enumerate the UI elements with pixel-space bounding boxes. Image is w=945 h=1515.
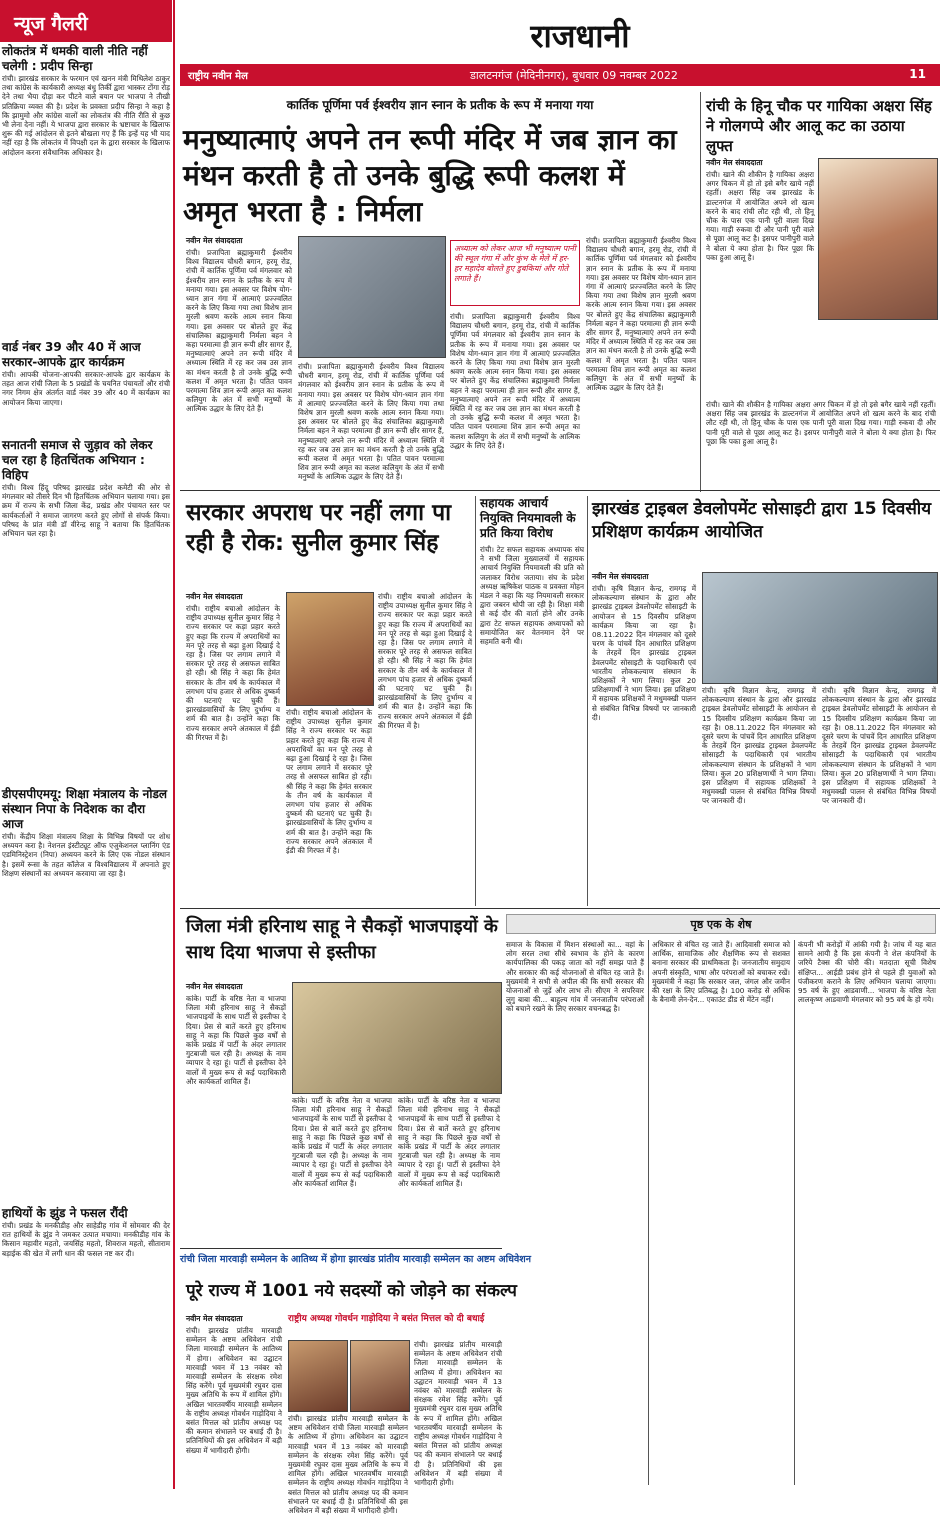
bjp-headline: जिला मंत्री हरिनाथ साहू ने सैकड़ों भाजपाइयों के साथ दिया भाजपा से इस्तीफा [186,916,498,963]
right-divider [700,92,701,492]
continued-col1: समाज के विकास में मिशन संस्थाओं का... वहां के लोग सरल तथा सीधे स्वभाव के होने के कारण कार्यपालिका की पकड़ जाता को नहीं समझ पाते हैं और सरकार की कई योजनाओं से वंचित रह जाते हैं। मुख्यमंत्री ने सभी से अपील की कि सभी सरकार की योजनाओं से जुड़ें और लाभ लें। सीएम ने सपरिवार लुगु बाबा की... बाहुल्य गांव में जनजातीय परंपराओं को बचाने रखने के लिए सरकार वचनबद्ध है। [506,940,644,1014]
crime-body-col2: रांची। राष्ट्रीय बचाओ आंदोलन के राष्ट्रीय उपाध्यक्ष सुनील कुमार सिंह ने राज्य सरकार पर कड़ा प्रहार करते हुए कहा कि राज्य में अपराधियों का मन पूरे तरह से बढ़ा हुआ दिखाई दे रहा है। जिस पर लगाम लगाने में सरकार पूरे तरह से असफल साबित हो रही। श्री सिंह ने कहा कि हेमंत सरकार के तीन वर्ष के कार्यकाल में लगभग पांच हजार से अधिक दुष्कर्म की घटनाएं घट चुकी हैं। झारखंडवासियों के लिए दुर्भाग्य व शर्म की बात है। उन्होंने कहा कि राज्य सरकार अपने अंतकाल में ईडी की गिरफ्त में है। [286,708,372,856]
crime-headline: सरकार अपराध पर नहीं लगा पा रही है रोक: सुनील कुमार सिंह [186,500,452,556]
gadodia-photo [288,1340,348,1412]
bjp-body [186,982,286,1242]
crime-body-col1: रांची। राष्ट्रीय बचाओ आंदोलन के राष्ट्रीय उपाध्यक्ष सुनील कुमार सिंह ने राज्य सरकार पर कड़ा प्रहार करते हुए कहा कि राज्य में अपराधियों का मन पूरे तरह से बढ़ा हुआ दिखाई दे रहा है। जिस पर लगाम लगाने में सरकार पूरे तरह से असफल साबित हो रही। श्री सिंह ने कहा कि हेमंत सरकार के तीन वर्ष के कार्यकाल में लगभग पांच हजार से अधिक दुष्कर्म की घटनाएं घट चुकी हैं। झारखंडवासियों के लिए दुर्भाग्य व शर्म की बात है। उन्होंने कहा कि राज्य सरकार अपने अंतकाल में ईडी की गिरफ्त में है। [186,604,280,742]
divider-v [475,496,476,906]
crime-body-col3: रांची। राष्ट्रीय बचाओ आंदोलन के राष्ट्रीय उपाध्यक्ष सुनील कुमार सिंह ने राज्य सरकार पर कड़ा प्रहार करते हुए कहा कि राज्य में अपराधियों का मन पूरे तरह से बढ़ा हुआ दिखाई दे रहा है। जिस पर लगाम लगाने में सरकार पूरे तरह से असफल साबित हो रही। श्री सिंह ने कहा कि हेमंत सरकार के तीन वर्ष के कार्यकाल में लगभग पांच हजार से अधिक दुष्कर्म की घटनाएं घट चुकी हैं। झारखंडवासियों के लिए दुर्भाग्य व शर्म की बात है। उन्होंने कहा कि राज्य सरकार अपने अंतकाल में ईडी की गिरफ्त में है। [378,592,472,730]
marwari-body-col3: रांची। झारखंड प्रांतीय मारवाड़ी सम्मेलन के अष्टम अधिवेशन रांची जिला मारवाड़ी सम्मेलन के आतिथ्य में होगा। अधिवेशन का उद्घाटन मारवाड़ी भवन में 13 नवंबर को मारवाड़ी सम्मेलन के संरक्षक रमेश सिंह करेंगे। पूर्व मुख्यमंत्री रघुवर दास मुख्य अतिथि के रूप में शामिल होंगे। अखिल भारतवर्षीय मारवाड़ी सम्मेलन के राष्ट्रीय अध्यक्ष गोवर्धन गाड़ोदिया ने बसंत मित्तल को प्रांतीय अध्यक्ष पद की कमान संभालने पर बधाई दी है। प्रतिनिधियों की इस अधिवेशन में बड़ी संख्या में भागीदारी होगी। [414,1340,502,1488]
mittal-photo [350,1340,410,1412]
gallery-headline: वार्ड नंबर 39 और 40 में आज सरकार-आपके द्वार कार्यक्रम [2,340,141,369]
main-headline: मनुष्यात्माएं अपने तन रूपी मंदिर में जब ज्ञान का मंथन करती है तो उनके बुद्धि रूपी कलश में अमृत भरता है : निर्मला [183,123,677,228]
gallery-headline: सनातनी समाज से जुड़ाव को लेकर चल रहा है हितचिंतक अभियान : विहिप [2,438,153,482]
continued-col3: कंपनी भी करोड़ों में आंकी गयी है। जांच में यह बात सामने आयी है कि इस कंपनी ने शेल कंपनियों के जरिये टैक्स की चोरी की। मतदाता सूची विशेष संक्षिप्त... आईडी प्रबंध होने से पहले ही युवाओं को पंजीकरण कराने के लिए अभियान चलाया जाएगा। 95 वर्ष के हुए आडवाणी... भाजपा के वरिष्ठ नेता लालकृष्ण आडवाणी मंगलवार को 95 वर्ष के हो गये। [798,940,936,1005]
byline: नवीन मेल संवाददाता [186,592,243,601]
sunil-singh-photo [286,592,374,706]
gallery-item-4 [2,787,170,1202]
section-title: न्यूज गैलरी [14,13,88,35]
right-top-body-text: रांची। खाने की शौकीन है गायिका अक्षरा अगर चिकन में हो तो इसे बगैर खाये नहीं रहतीं। अक्षरा सिंह जब झारखंड के डाल्टनगंज में आयोजित अपने शो खत्म करने के बाद रांची लौट रही थी, तो हिनू चौक के पास एक पानी पूरी वाला दिख गया। गाड़ी रुकवा दी और पानी पूरी वाले से पूछा आलू कट है। इसपर पानीपुरी वाले ने बोला ये क्या होता है। फिर पूछा कि पका हुआ आलू है। [706,170,814,262]
gallery-item-5 [2,1206,170,1331]
byline: नवीन मेल संवाददाता [186,1314,243,1323]
teacher-headline: सहायक आचार्य नियुक्ति नियमावली के प्रति किया विरोध [480,496,576,540]
divider-v [648,940,649,1485]
marwari-body [186,1314,282,1486]
divider-v [587,496,588,906]
continued-col2: अधिकार से वंचित रह जाते हैं। आदिवासी समाज को आर्थिक, सामाजिक और शैक्षणिक रूप से सशक्त बनाना सरकार की प्राथमिकता है। जनजातीय समुदाय अपनी संस्कृति, भाषा और परंपराओं को बचाकर रखें। मुख्यमंत्री ने कहा कि सरकार जल, जंगल और जमीन की रक्षा के लिए प्रतिबद्ध है। 100 करोड़ से अधिक के बैनामी लेन-देन... एकाउंट डीड से मेंटेन नहीं। [652,940,790,1005]
main-body-col4: रांची। प्रजापिता ब्रह्माकुमारी ईश्वरीय विश्व विद्यालय चौधरी बगान, हरमू रोड, रांची में कार्तिक पूर्णिमा पर्व मंगलवार को ईश्वरीय ज्ञान स्नान के प्रतीक के रूप में मनाया गया। इस अवसर पर विशेष योग-ध्यान ज्ञान गंगा में आत्माएं प्रज्ज्वलित करने के लिए किया गया तथा विशेष ज्ञान मुरली श्रवण करके आत्म स्नान किया गया। इस अवसर पर बोलते हुए केंद्र संचालिका ब्रह्माकुमारी निर्मला बहन ने कहा परमात्मा ही ज्ञान रूपी क्षीर सागर हैं, मनुष्यात्माएं अपने तन रूपी मंदिर में अध्यात्म स्थिति में रह कर जब उस ज्ञान का मंथन करती है तो उनके बुद्धि रूपी कलश में अमृत भरता है। पतित पावन परमात्मा शिव ज्ञान रूपी अमृत का कलश कलियुग के अंत में सभी मनुष्यों के आत्मिक उद्धार के लिए देते हैं। [586,236,696,393]
singer-photo [818,158,938,320]
dateline: डालटनगंज (मेदिनीनगर), बुधवार 09 नवम्बर 2022 [470,69,678,82]
quote-box [450,240,580,306]
paper-title: राजधानी [530,17,630,55]
gallery-body: रांची। विश्व हिंदू परिषद झारखंड प्रदेश कमेटी की ओर से मंगलवार को तीसरे दिन भी हितचिंतक अभियान चलाया गया। इस क्रम में राज्य के सभी जिला केंद्र, प्रखंड और पंचायत स्तर पर कार्यकर्ताओं ने समाज जागरण करते हुए लोगों से संपर्क किया। परिषद के प्रांत मंत्री डॉ वीरेन्द्र साहू ने बताया कि हितचिंतक अभियान चल रहा है। [2,483,170,539]
pull-quote: अध्यात्म को लेकर आज भी मनुष्यात्म पानी की स्थूल गंगा में और कुंभ के मेले में हर-हर महादेव बोलते हुए डुबकियां और गोते लगाते हैं। [454,244,576,283]
right-top-body [706,158,814,398]
tribal-body-col3: रांची। कृषि विज्ञान केन्द्र, रामगढ़ में लोककल्याण संस्थान के द्वारा और झारखंड ट्राइबल डेवलोपमेंट सोसाइटी के आयोजन से 15 दिवसीय प्रशिक्षण कार्यक्रम किया जा रहा है। 08.11.2022 दिन मंगलवार को दूसरे चरण के पांचवें दिन आधारित प्रशिक्षण के तेरहवें दिन झारखंड ट्राइबल डेवलपमेंट सोसाइटी के पदाधिकारी एवं भारतीय लोककल्याण संस्थान के प्रशिक्षकों ने भाग लिया। कुल 20 प्रशिक्षणार्थी ने भाग लिया। इस प्रशिक्षण में सहायक प्रशिक्षकों ने मधुमक्खी पालन से संबंधित विभिन्न विषयों पर जानकारी दी। [822,686,936,806]
training-photo [702,572,938,684]
bjp-group-photo [292,982,502,1094]
gallery-headline: डीएसपीएमयू: शिक्षा मंत्रालय के नोडल संस्थान निपा के निदेशक का दौरा आज [2,787,168,831]
teacher-body: रांची। टेट सफल सहायक अध्यापक संघ ने सभी जिला मुख्यालयों में सहायक आचार्य नियुक्ति नियमावली की प्रति को जलाकर विरोध जताया। संघ के प्रदेश अध्यक्ष ऋषिकेश पाठक व प्रवक्ता मोहन मंडल ने कहा कि यह नियमावली सरकार द्वारा जबरन थोपी जा रही है। शिक्षा मंत्री से कई दौर की वार्ता होने और उनके द्वारा टेट सफल सहायक अध्यापकों को समायोजित कर वेतनमान देने पर सहमति बनी थी। [480,545,584,647]
bjp-body-col1: कांके। पार्टी के वरिष्ठ नेता व भाजपा जिला मंत्री हरिनाथ साहू ने सैकड़ों भाजपाइयों के साथ पार्टी से इस्तीफा दे दिया। प्रेस से बातें करते हुए हरिनाथ साहू ने कहा कि पिछले कुछ वर्षों से कांके प्रखंड में पार्टी के अंदर लगातार गुटबाजी चल रही है। अध्यक्ष के नाम व्यापार दे रहा हूं। पार्टी से इस्तीफा देने वालों में मुख्य रूप से कई पदाधिकारी और कार्यकर्ता शामिल हैं। [186,994,286,1086]
divider [180,490,940,491]
continued-banner [506,914,936,934]
byline: नवीन मेल संवाददाता [186,236,243,245]
marwari-kicker: रांची जिला मारवाड़ी सम्मेलन के आतिथ्य में होगा झारखंड प्रांतीय मारवाड़ी सम्मेलन का अष्टम अधिवेशन [180,1254,531,1265]
gallery-headline: हाथियों के झुंड ने फसल रौंदी [2,1206,128,1220]
left-column-divider [173,0,175,1489]
marwari-body-col2: रांची। झारखंड प्रांतीय मारवाड़ी सम्मेलन के अष्टम अधिवेशन रांची जिला मारवाड़ी सम्मेलन के आतिथ्य में होगा। अधिवेशन का उद्घाटन मारवाड़ी भवन में 13 नवंबर को मारवाड़ी सम्मेलन के संरक्षक रमेश सिंह करेंगे। पूर्व मुख्यमंत्री रघुवर दास मुख्य अतिथि के रूप में शामिल होंगे। अखिल भारतवर्षीय मारवाड़ी सम्मेलन के राष्ट्रीय अध्यक्ष गोवर्धन गाड़ोदिया ने बसंत मित्तल को प्रांतीय अध्यक्ष पद की कमान संभालने पर बधाई दी है। प्रतिनिधियों की इस अधिवेशन में बड़ी संख्या में भागीदारी होगी। [288,1414,408,1515]
gallery-headline: लोकतंत्र में धमकी वाली नीति नहीं चलेगी : प्रदीप सिन्हा [2,44,148,73]
main-body-col3: रांची। प्रजापिता ब्रह्माकुमारी ईश्वरीय विश्व विद्यालय चौधरी बगान, हरमू रोड, रांची में कार्तिक पूर्णिमा पर्व मंगलवार को ईश्वरीय ज्ञान स्नान के प्रतीक के रूप में मनाया गया। इस अवसर पर विशेष योग-ध्यान ज्ञान गंगा में आत्माएं प्रज्ज्वलित करने के लिए किया गया तथा विशेष ज्ञान मुरली श्रवण करके आत्म स्नान किया गया। इस अवसर पर बोलते हुए केंद्र संचालिका ब्रह्माकुमारी निर्मला बहन ने कहा परमात्मा ही ज्ञान रूपी क्षीर सागर हैं, मनुष्यात्माएं अपने तन रूपी मंदिर में अध्यात्म स्थिति में रह कर जब उस ज्ञान का मंथन करती है तो उनके बुद्धि रूपी कलश में अमृत भरता है। पतित पावन परमात्मा शिव ज्ञान रूपी अमृत का कलश कलियुग के अंत में सभी मनुष्यों के आत्मिक उद्धार के लिए देते हैं। [450,312,580,450]
marwari-body-col1: रांची। झारखंड प्रांतीय मारवाड़ी सम्मेलन के अष्टम अधिवेशन रांची जिला मारवाड़ी सम्मेलन के आतिथ्य में होगा। अधिवेशन का उद्घाटन मारवाड़ी भवन में 13 नवंबर को मारवाड़ी सम्मेलन के संरक्षक रमेश सिंह करेंगे। पूर्व मुख्यमंत्री रघुवर दास मुख्य अतिथि के रूप में शामिल होंगे। अखिल भारतवर्षीय मारवाड़ी सम्मेलन के राष्ट्रीय अध्यक्ष गोवर्धन गाड़ोदिया ने बसंत मित्तल को प्रांतीय अध्यक्ष पद की कमान संभालने पर बधाई दी है। प्रतिनिधियों की इस अधिवेशन में बड़ी संख्या में भागीदारी होगी। [186,1326,282,1455]
gallery-item-1 [2,44,170,336]
byline: नवीन मेल संवाददाता [186,982,243,991]
divider [180,1248,502,1249]
byline: नवीन मेल संवाददाता [706,158,763,167]
page-number: 11 [909,67,926,81]
gallery-item-2 [2,340,170,434]
bjp-body-col3: कांके। पार्टी के वरिष्ठ नेता व भाजपा जिला मंत्री हरिनाथ साहू ने सैकड़ों भाजपाइयों के साथ पार्टी से इस्तीफा दे दिया। प्रेस से बातें करते हुए हरिनाथ साहू ने कहा कि पिछले कुछ वर्षों से कांके प्रखंड में पार्टी के अंदर लगातार गुटबाजी चल रही है। अध्यक्ष के नाम व्यापार दे रहा हूं। पार्टी से इस्तीफा देने वालों में मुख्य रूप से कई पदाधिकारी और कार्यकर्ता शामिल हैं। [398,1096,500,1188]
masthead-bar [180,64,940,86]
main-kicker: कार्तिक पूर्णिमा पर्व ईश्वरीय ज्ञान स्नान के प्रतीक के रूप में मनाया गया [286,98,594,112]
tribal-body-col2: रांची। कृषि विज्ञान केन्द्र, रामगढ़ में लोककल्याण संस्थान के द्वारा और झारखंड ट्राइबल डेवलोपमेंट सोसाइटी के आयोजन से 15 दिवसीय प्रशिक्षण कार्यक्रम किया जा रहा है। 08.11.2022 दिन मंगलवार को दूसरे चरण के पांचवें दिन आधारित प्रशिक्षण के तेरहवें दिन झारखंड ट्राइबल डेवलपमेंट सोसाइटी के पदाधिकारी एवं भारतीय लोककल्याण संस्थान के प्रशिक्षकों ने भाग लिया। कुल 20 प्रशिक्षणार्थी ने भाग लिया। इस प्रशिक्षण में सहायक प्रशिक्षकों ने मधुमक्खी पालन से संबंधित विभिन्न विषयों पर जानकारी दी। [702,686,816,806]
gallery-body: रांची। प्रखंड के मनकीडीह और साहेडीह गांव में सोमवार की देर रात हाथियों के झुंड ने जमकर उत्पात मचाया। मनकीडीह गांव के किसान महावीर महतो, जयसिंह महतो, शिवराज महतो, सीताराम बड़ाईक की खेत में लगी धान की फसल नष्ट कर दी। [2,1221,170,1258]
main-body-col2: रांची। प्रजापिता ब्रह्माकुमारी ईश्वरीय विश्व विद्यालय चौधरी बगान, हरमू रोड, रांची में कार्तिक पूर्णिमा पर्व मंगलवार को ईश्वरीय ज्ञान स्नान के प्रतीक के रूप में मनाया गया। इस अवसर पर विशेष योग-ध्यान ज्ञान गंगा में आत्माएं प्रज्ज्वलित करने के लिए किया गया तथा विशेष ज्ञान मुरली श्रवण करके आत्म स्नान किया गया। इस अवसर पर बोलते हुए केंद्र संचालिका ब्रह्माकुमारी निर्मला बहन ने कहा परमात्मा ही ज्ञान रूपी क्षीर सागर हैं, मनुष्यात्माएं अपने तन रूपी मंदिर में अध्यात्म स्थिति में रह कर जब उस ज्ञान का मंथन करती है तो उनके बुद्धि रूपी कलश में अमृत भरता है। पतित पावन परमात्मा शिव ज्ञान रूपी अमृत का कलश कलियुग के अंत में सभी मनुष्यों के आत्मिक उद्धार के लिए देते हैं। [298,362,444,482]
speaker-photo [298,236,446,358]
news-gallery-header [0,0,172,42]
divider-v [794,940,795,1485]
paper-sub: राष्ट्रीय नवीन मेल [188,71,248,82]
gallery-body: रांची। झारखंड सरकार के फरमान एवं खनन मंत्री मिथिलेश ठाकुर तथा कांग्रेस के कार्यकारी अध्यक्ष बंधु तिर्की द्वारा भास्कर टोंगा रोड़ देने तथा भैया दौड़ा कर पीटने वाले बयान पर भाजपा ने तीखी प्रतिक्रिया व्यक्त की है। प्रदेश के प्रवक्ता प्रदीप सिन्हा ने कहा है कि झामुमो और कांग्रेस वालों का लोकतंत्र की नीति रीति से कुछ भी लेना देना नहीं। ये भाजपा द्वारा सरकार के भ्रष्टाचार के खिलाफ शुरू की गई आंदोलन से इतने बौखला गए हैं कि इन्हें यह भी याद नहीं रहा है कि लोकतंत्र में विपक्षी दल के द्वारा सरकार के खिलाफ आंदोलन करना संवैधानिक अधिकार है। [2,74,170,157]
right-top-body-text-2: रांची। खाने की शौकीन है गायिका अक्षरा अगर चिकन में हो तो इसे बगैर खाये नहीं रहतीं। अक्षरा सिंह जब झारखंड के डाल्टनगंज में आयोजित अपने शो खत्म करने के बाद रांची लौट रही थी, तो हिनू चौक के पास एक पानी पूरी वाला दिख गया। गाड़ी रुकवा दी और पानी पूरी वाले से पूछा आलू कट है। इसपर पानीपुरी वाले ने बोला ये क्या होता है। फिर पूछा कि पका हुआ आलू है। [706,400,936,446]
divider [180,908,940,909]
main-story-body [186,236,292,486]
main-body-col1: रांची। प्रजापिता ब्रह्माकुमारी ईश्वरीय विश्व विद्यालय चौधरी बगान, हरमू रोड, रांची में कार्तिक पूर्णिमा पर्व मंगलवार को ईश्वरीय ज्ञान स्नान के प्रतीक के रूप में मनाया गया। इस अवसर पर विशेष योग-ध्यान ज्ञान गंगा में आत्माएं प्रज्ज्वलित करने के लिए किया गया तथा विशेष ज्ञान मुरली श्रवण करके आत्म स्नान किया गया। इस अवसर पर बोलते हुए केंद्र संचालिका ब्रह्माकुमारी निर्मला बहन ने कहा परमात्मा ही ज्ञान रूपी क्षीर सागर हैं, मनुष्यात्माएं अपने तन रूपी मंदिर में अध्यात्म स्थिति में रह कर जब उस ज्ञान का मंथन करती है तो उनके बुद्धि रूपी कलश में अमृत भरता है। पतित पावन परमात्मा शिव ज्ञान रूपी अमृत का कलश कलियुग के अंत में सभी मनुष्यों के आत्मिक उद्धार के लिए देते हैं। [186,248,292,414]
continued-label: पृष्ठ एक के शेष [690,918,752,931]
gallery-body: रांची। आपकी योजना-आपकी सरकार-आपके द्वार कार्यक्रम के तहत आज रांची जिला के 5 प्रखंडों के चयनित पंचायतों और रांची नगर निगम क्षेत्र अंतर्गत वार्ड नंबर 39 और 40 में कार्यक्रम का आयोजन किया जाएगा। [2,370,170,407]
left-column [2,44,170,1486]
crime-body [186,592,280,902]
gallery-body: रांची। केंद्रीय शिक्षा मंत्रालय शिक्षा के विभिन्न विषयों पर शोध अध्ययन करा है। नेशनल इंस्टीट्यूट ऑफ एजुकेशनल प्लानिंग एंड एडमिनिस्ट्रेशन (निपा) अध्ययन करने के लिए एक नोडल संस्थान है। इसमें रूसा के तहत कॉलेज व विश्वविद्यालय में अपनाते हुए शिक्षण संस्थानों का अध्ययन करवाया जा रहा है। [2,832,170,878]
right-top-headline: रांची के हिनू चौक पर गायिका अक्षरा सिंह ने गोलगप्पे और आलू कट का उठाया लुफ्त [706,97,932,155]
gallery-item-3 [2,438,170,783]
tribal-body-col1: रांची। कृषि विज्ञान केन्द्र, रामगढ़ में लोककल्याण संस्थान के द्वारा और झारखंड ट्राइबल डेवलोपमेंट सोसाइटी के आयोजन से 15 दिवसीय प्रशिक्षण कार्यक्रम किया जा रहा है। 08.11.2022 दिन मंगलवार को दूसरे चरण के पांचवें दिन आधारित प्रशिक्षण के तेरहवें दिन झारखंड ट्राइबल डेवलपमेंट सोसाइटी के पदाधिकारी एवं भारतीय लोककल्याण संस्थान के प्रशिक्षकों ने भाग लिया। कुल 20 प्रशिक्षणार्थी ने भाग लिया। इस प्रशिक्षण में सहायक प्रशिक्षकों ने मधुमक्खी पालन से संबंधित विभिन्न विषयों पर जानकारी दी। [592,584,696,722]
marwari-headline: पूरे राज्य में 1001 नये सदस्यों को जोड़ने का संकल्प [186,1281,517,1301]
marwari-subhead: राष्ट्रीय अध्यक्ष गोवर्धन गाड़ोदिया ने बसंत मित्तल को दी बधाई [288,1314,485,1324]
byline: नवीन मेल संवाददाता [592,572,649,581]
teacher-story [480,496,584,906]
tribal-headline: झारखंड ट्राइबल डेवलोपमेंट सोसाइटी द्वारा 15 दिवसीय प्रशिक्षण कार्यक्रम आयोजित [592,499,932,542]
bjp-body-col2: कांके। पार्टी के वरिष्ठ नेता व भाजपा जिला मंत्री हरिनाथ साहू ने सैकड़ों भाजपाइयों के साथ पार्टी से इस्तीफा दे दिया। प्रेस से बातें करते हुए हरिनाथ साहू ने कहा कि पिछले कुछ वर्षों से कांके प्रखंड में पार्टी के अंदर लगातार गुटबाजी चल रही है। अध्यक्ष के नाम व्यापार दे रहा हूं। पार्टी से इस्तीफा देने वालों में मुख्य रूप से कई पदाधिकारी और कार्यकर्ता शामिल हैं। [292,1096,392,1188]
tribal-body [592,572,696,906]
marwari-kicker-bar [180,1252,531,1272]
